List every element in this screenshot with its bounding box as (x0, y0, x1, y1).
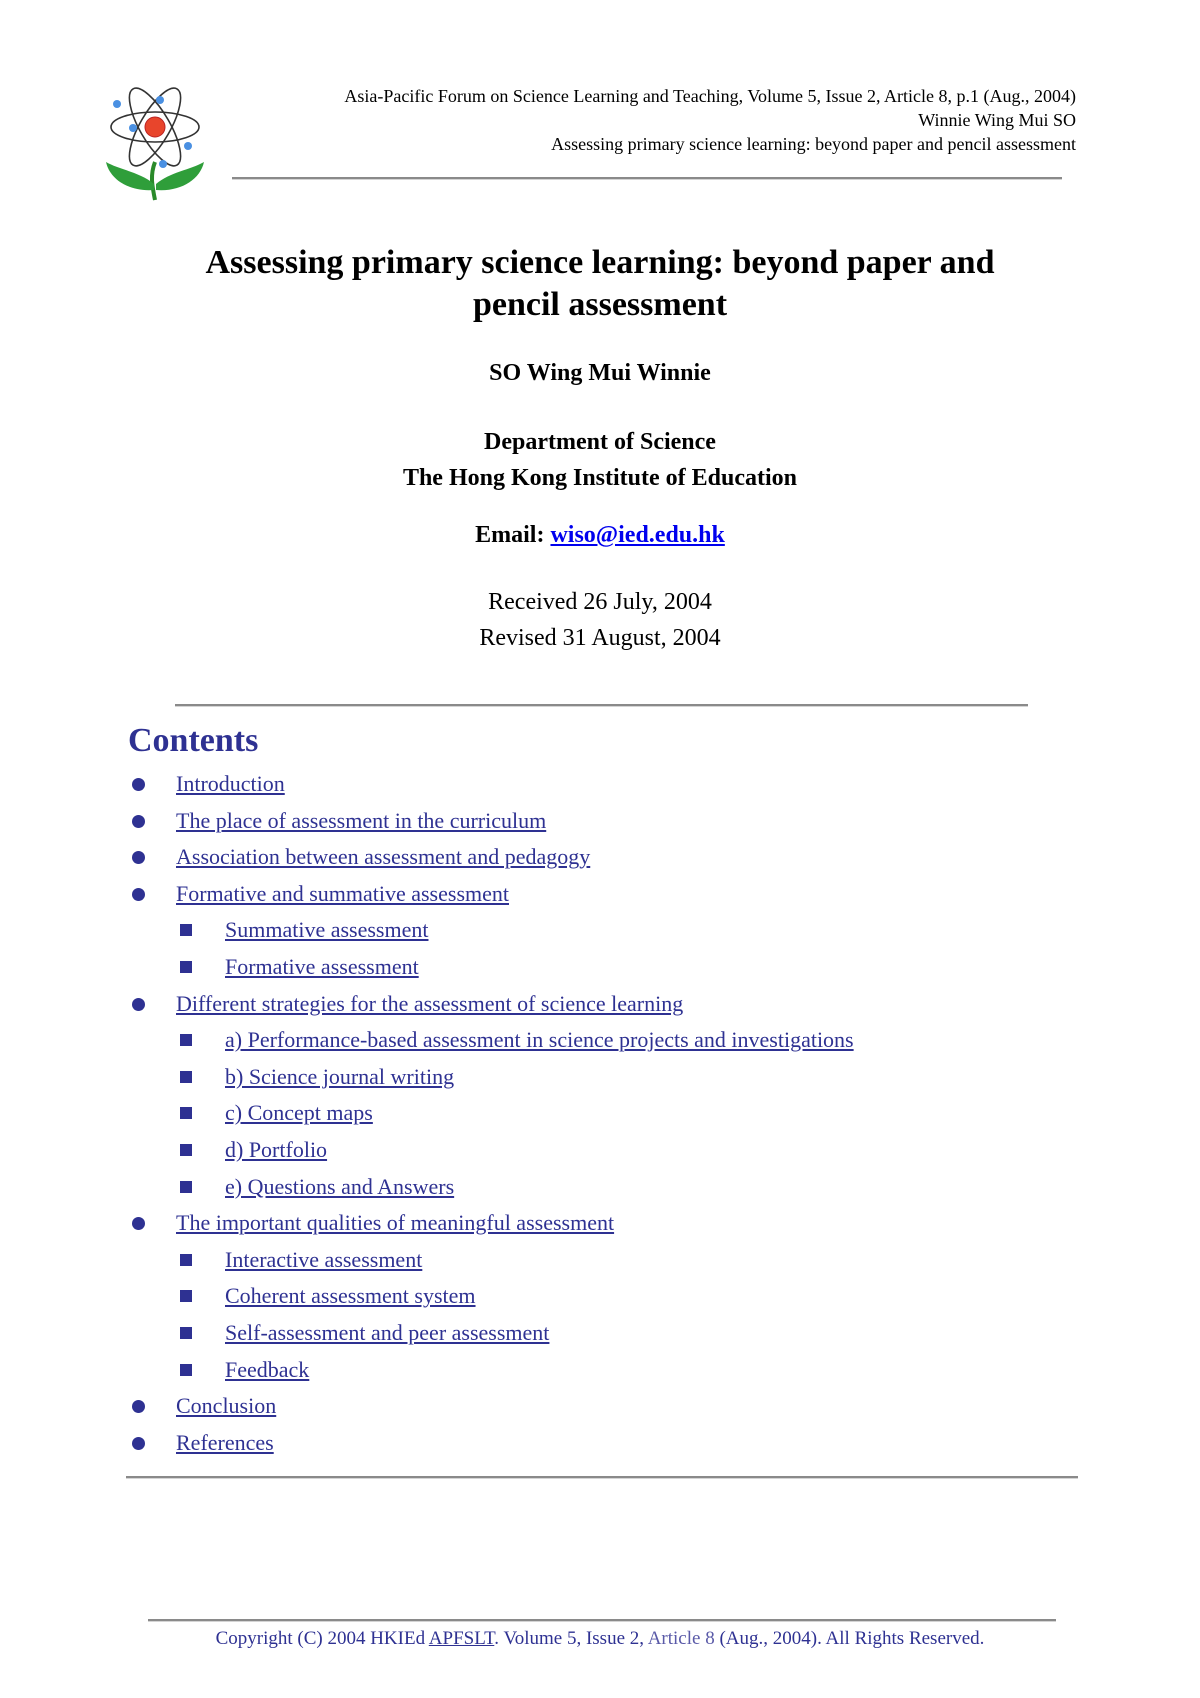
section-divider (175, 704, 1028, 707)
bullet-square-icon (180, 1327, 192, 1339)
footer-article: Article 8 (647, 1628, 715, 1649)
copyright-footer (120, 1628, 1080, 1650)
header-title: Assessing primary science learning: beyond paper and pencil assessment (551, 134, 1076, 154)
email-line (120, 522, 1080, 549)
institution: The Hong Kong Institute of Education (402, 465, 798, 491)
toc-link[interactable]: Different strategies for the assessment of science learning (176, 990, 684, 1016)
affiliation (120, 424, 1080, 496)
toc-link[interactable]: Introduction (176, 771, 285, 796)
toc-subitem (128, 1095, 1028, 1132)
bullet-square-icon (180, 961, 192, 973)
footer-prefix: Copyright (C) 2004 HKIEd (215, 1628, 429, 1649)
running-header (216, 84, 1076, 156)
bullet-circle-icon (132, 815, 145, 828)
toc-item (128, 876, 1028, 913)
bullet-circle-icon (132, 778, 145, 791)
toc-subitem (128, 1315, 1028, 1352)
toc-subitem (128, 1352, 1028, 1389)
toc-link[interactable]: Coherent assessment system (225, 1283, 476, 1309)
toc-link[interactable]: Conclusion (176, 1393, 277, 1419)
toc-link[interactable]: a) Performance-based assessment in science projects and investigations (225, 1027, 854, 1053)
bullet-circle-icon (132, 1400, 145, 1413)
toc-subitem (128, 949, 1028, 986)
revised-date: Revised 31 August, 2004 (479, 625, 721, 651)
atom-plant-logo-icon (100, 80, 210, 205)
email-link[interactable]: wiso@ied.edu.hk (550, 522, 725, 548)
journal-citation: Asia-Pacific Forum on Science Learning and Teaching, Volume 5, Issue 2, Article 8, p.1 (Aug., 2004) (344, 86, 1076, 106)
toc-link[interactable]: Formative assessment (225, 953, 419, 979)
footer-divider (148, 1619, 1056, 1622)
toc-link[interactable]: Interactive assessment (225, 1246, 423, 1272)
bullet-square-icon (180, 924, 192, 936)
paper-title-line-2: pencil assessment (472, 286, 728, 323)
toc-subitem (128, 912, 1028, 949)
contents-divider (126, 1476, 1078, 1479)
toc-item (128, 803, 1028, 840)
footer-suffix: (Aug., 2004). All Rights Reserved. (714, 1628, 985, 1649)
bullet-square-icon (180, 1181, 192, 1193)
bullet-circle-icon (132, 888, 145, 901)
toc-link[interactable]: References (176, 1429, 274, 1455)
toc-item (128, 766, 1028, 803)
received-date: Received 26 July, 2004 (488, 589, 712, 615)
header-divider (232, 177, 1062, 180)
bullet-circle-icon (132, 1217, 145, 1230)
toc-link[interactable]: The important qualities of meaningful assessment (176, 1210, 615, 1236)
toc-item (128, 839, 1028, 876)
author-name: SO Wing Mui Winnie (489, 360, 711, 386)
apfslt-link[interactable]: APFSLT (428, 1628, 495, 1649)
toc-link[interactable]: e) Questions and Answers (225, 1173, 455, 1199)
contents-heading: Contents (128, 722, 259, 759)
bullet-square-icon (180, 1364, 192, 1376)
bullet-square-icon (180, 1107, 192, 1119)
bullet-square-icon (180, 1254, 192, 1266)
toc-link[interactable]: d) Portfolio (225, 1136, 328, 1162)
bullet-circle-icon (132, 851, 145, 864)
bullet-square-icon (180, 1144, 192, 1156)
header-author: Winnie Wing Mui SO (918, 110, 1076, 130)
toc-item (128, 1425, 1028, 1462)
bullet-square-icon (180, 1290, 192, 1302)
toc-link[interactable]: c) Concept maps (225, 1100, 373, 1126)
bullet-circle-icon (132, 1437, 145, 1450)
table-of-contents (128, 766, 1028, 1461)
toc-subitem (128, 1059, 1028, 1096)
bullet-square-icon (180, 1034, 192, 1046)
email-label: Email: (475, 522, 551, 548)
bullet-circle-icon (132, 998, 145, 1011)
toc-subitem (128, 1022, 1028, 1059)
toc-link[interactable]: The place of assessment in the curriculum (176, 807, 547, 833)
paper-title-line-1: Assessing primary science learning: beyond paper and (205, 244, 995, 281)
toc-item (128, 1388, 1028, 1425)
toc-link[interactable]: Feedback (225, 1356, 310, 1382)
toc-item (128, 986, 1028, 1023)
toc-link[interactable]: Association between assessment and pedagogy (176, 844, 591, 870)
footer-middle: . Volume 5, Issue 2, (494, 1628, 648, 1649)
title-block (120, 242, 1080, 651)
toc-subitem (128, 1132, 1028, 1169)
dates (120, 584, 1080, 656)
department: Department of Science (484, 429, 716, 455)
toc-subitem (128, 1278, 1028, 1315)
toc-subitem (128, 1242, 1028, 1279)
toc-item (128, 1205, 1028, 1242)
paper-title (120, 242, 1080, 326)
toc-link[interactable]: b) Science journal writing (225, 1063, 455, 1089)
toc-link[interactable]: Formative and summative assessment (176, 880, 509, 906)
toc-link[interactable]: Self-assessment and peer assessment (225, 1319, 550, 1345)
toc-subitem (128, 1169, 1028, 1206)
bullet-square-icon (180, 1071, 192, 1083)
toc-link[interactable]: Summative assessment (225, 917, 429, 943)
